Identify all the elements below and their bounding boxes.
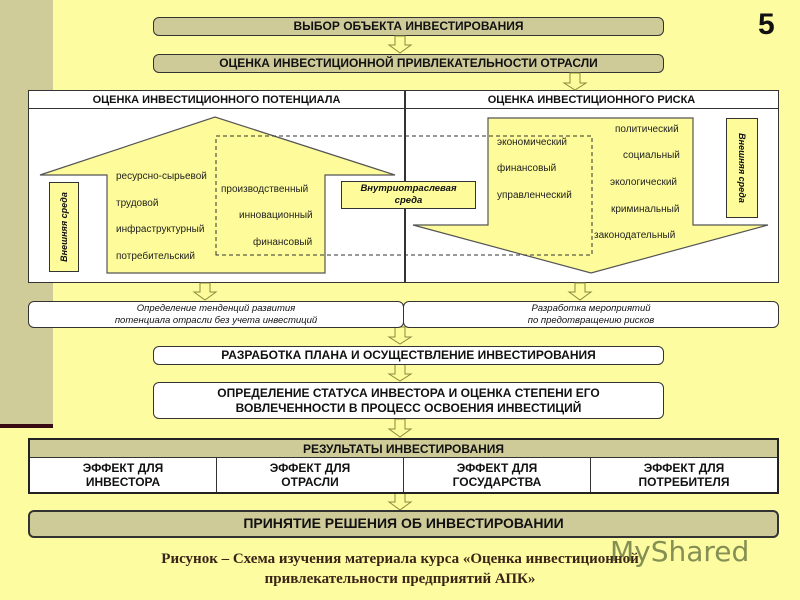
results-table <box>28 438 779 494</box>
arrow-down-icon <box>569 283 591 300</box>
final-decision-label: ПРИНЯТИЕ РЕШЕНИЯ ОБ ИНВЕСТИРОВАНИИ <box>243 515 564 532</box>
effect-state <box>404 458 591 492</box>
arrow-down-icon <box>564 73 586 90</box>
risk-outcome-line1: Разработка мероприятий <box>531 302 651 314</box>
risk-title: ОЦЕНКА ИНВЕСТИЦИОННОГО РИСКА <box>487 93 696 106</box>
results-header <box>30 440 777 458</box>
effect-industry <box>217 458 404 492</box>
potential-title: ОЦЕНКА ИНВЕСТИЦИОННОГО ПОТЕНЦИАЛА <box>92 93 341 106</box>
risk-ecological: экологический <box>610 177 677 188</box>
step-investor-status <box>153 382 664 419</box>
effect-consumer <box>591 458 777 492</box>
caption-line2: привлекательности предприятий АПК» <box>264 571 536 588</box>
arrow-down-icon <box>389 327 411 344</box>
potential-outcome-box <box>28 301 404 328</box>
potential-external-env-box <box>49 182 79 272</box>
watermark-logo: MyShared <box>610 535 750 568</box>
step-investor-status-line1: ОПРЕДЕЛЕНИЕ СТАТУСА ИНВЕСТОРА И ОЦЕНКА СТЕПЕНИ ЕГО <box>217 385 600 400</box>
risk-social: социальный <box>623 150 680 161</box>
risk-managerial: управленческий <box>497 190 572 201</box>
intra-industry-env-line2: среда <box>394 195 423 206</box>
caption-line1: Рисунок – Схема изучения материала курса «Оценка инвестиционной <box>161 551 639 567</box>
factor-infrastructure: инфраструктурный <box>116 224 205 235</box>
effect-label: ЭФФЕКТ ДЛЯ <box>269 460 351 475</box>
effect-label: ЭФФЕКТ ДЛЯ <box>456 460 538 475</box>
factor-resource: ресурсно-сырьевой <box>116 171 207 182</box>
potential-outcome-line2: потенциала отрасли без учета инвестиций <box>114 314 318 326</box>
risk-economic: экономический <box>497 137 568 148</box>
factor-financial-potential: финансовый <box>253 237 313 248</box>
intra-industry-env-box <box>341 181 476 209</box>
arrow-down-icon <box>389 36 411 53</box>
risk-financial: финансовый <box>497 163 557 174</box>
risk-external-env-label: Внешняя среда <box>737 133 748 203</box>
risk-outcome-box <box>403 301 779 328</box>
factor-innovation: инновационный <box>239 210 313 221</box>
intra-industry-env-line1: Внутриотраслевая <box>360 183 457 195</box>
arrow-down-icon <box>194 283 216 300</box>
factor-consumer: потребительский <box>116 251 195 262</box>
figure-caption <box>120 549 680 590</box>
step-industry-attractiveness-label: ОЦЕНКА ИНВЕСТИЦИОННОЙ ПРИВЛЕКАТЕЛЬНОСТИ ОТРАСЛИ <box>219 56 598 70</box>
effect-target: ПОТРЕБИТЕЛЯ <box>638 475 730 489</box>
effect-label: ЭФФЕКТ ДЛЯ <box>643 460 725 475</box>
step-plan-implementation <box>153 346 664 365</box>
slide-number: 5 <box>758 8 775 41</box>
factor-labor: трудовой <box>116 198 159 209</box>
potential-external-env-label: Внешняя среда <box>59 192 70 262</box>
results-title: РЕЗУЛЬТАТЫ ИНВЕСТИРОВАНИЯ <box>302 441 505 456</box>
step-plan-implementation-label: РАЗРАБОТКА ПЛАНА И ОСУЩЕСТВЛЕНИЕ ИНВЕСТИРОВАНИЯ <box>221 348 596 362</box>
risk-criminal: криминальный <box>611 204 680 215</box>
risk-legislative: законодательный <box>594 230 676 241</box>
step-investor-status-line2: ВОВЛЕЧЕННОСТИ В ПРОЦЕСС ОСВОЕНИЯ ИНВЕСТИЦИЙ <box>235 400 582 415</box>
arrow-down-icon <box>389 364 411 381</box>
potential-outcome-line1: Определение тенденций развития <box>136 302 296 314</box>
risk-political: политический <box>615 124 679 135</box>
results-row <box>30 458 777 492</box>
final-decision-box <box>28 510 779 538</box>
arrow-down-icon <box>389 419 411 437</box>
arrow-down-icon <box>389 493 411 510</box>
risk-external-env-box <box>726 118 758 218</box>
effect-label: ЭФФЕКТ ДЛЯ <box>82 460 164 475</box>
effect-target: ИНВЕСТОРА <box>85 475 161 489</box>
risk-outcome-line2: по предотвращению рисков <box>527 314 655 326</box>
effect-target: ГОСУДАРСТВА <box>452 475 542 489</box>
effect-target: ОТРАСЛИ <box>281 475 339 489</box>
step-choose-object-label: ВЫБОР ОБЪЕКТА ИНВЕСТИРОВАНИЯ <box>293 19 524 33</box>
factor-production: производственный <box>221 184 309 195</box>
effect-investor <box>30 458 217 492</box>
